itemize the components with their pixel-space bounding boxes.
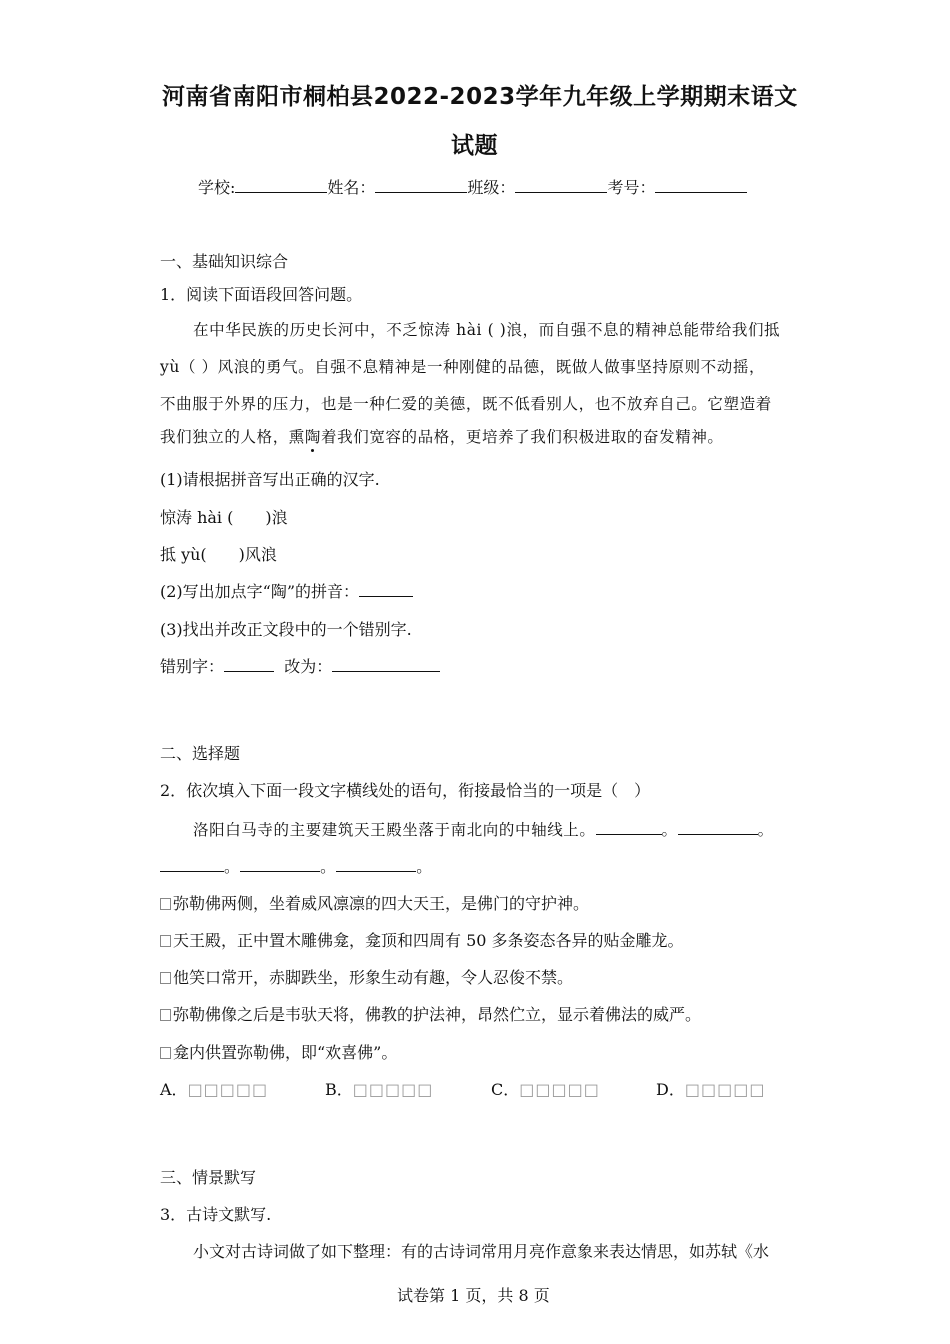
wrong-char-blank[interactable]: [224, 657, 274, 672]
separator: 。: [224, 858, 241, 876]
subquestion-1: (1)请根据拼音写出正确的汉字.: [160, 470, 380, 489]
option-d[interactable]: D．□□□□□: [656, 1080, 766, 1099]
circled-number-icon: [160, 1047, 171, 1059]
blank-2[interactable]: [678, 820, 758, 835]
subquestion-2: [160, 579, 413, 602]
exam-no-blank[interactable]: [655, 178, 747, 193]
passage2-line2: [160, 855, 432, 877]
subquestion-3-answer: [160, 654, 440, 677]
section3-heading: 三、情景默写: [160, 1168, 257, 1187]
choice-item: 弥勒佛两侧，坐着威风凛凛的四大天王，是佛门的守护神。: [160, 891, 589, 914]
circled-number-icon: [160, 898, 171, 910]
class-blank[interactable]: [515, 178, 607, 193]
circled-number-icon: [160, 935, 171, 947]
page-title-line1: 河南省南阳市桐柏县2022-2023学年九年级上学期期末语文: [162, 84, 798, 110]
subquestion-1b: 抵 yù( )风浪: [160, 545, 277, 564]
dotted-char: 陶: [304, 428, 322, 446]
subquestion-2-label: (2)写出加点字“陶”的拼音：: [160, 582, 360, 601]
passage1-line3: 不曲服于外界的压力，也是一种仁爱的美德，既不低看别人，也不放弃自己。它塑造着: [160, 395, 772, 413]
option-b[interactable]: B．□□□□□: [325, 1080, 434, 1099]
blank-5[interactable]: [336, 857, 416, 872]
question-1: 1．阅读下面语段回答问题。: [160, 285, 363, 304]
question-3: 3．古诗文默写.: [160, 1205, 272, 1224]
blank-4[interactable]: [240, 857, 320, 872]
blank-3[interactable]: [160, 857, 224, 872]
name-blank[interactable]: [375, 178, 467, 193]
option-a[interactable]: A．□□□□□: [160, 1080, 269, 1099]
passage3-line1: 小文对古诗词做了如下整理：有的古诗词常用月亮作意象来表达情思，如苏轼《水: [193, 1242, 770, 1261]
name-label: 姓名：: [327, 178, 376, 197]
circled-number-icon: [160, 1009, 171, 1021]
blank-1[interactable]: [596, 820, 662, 835]
separator: 。: [320, 858, 337, 876]
passage1-line4-start: 我们独立的人格，熏: [160, 428, 305, 446]
circled-number-icon: [160, 972, 171, 984]
exam-no-label: 考号：: [607, 178, 656, 197]
separator: 。: [757, 821, 774, 839]
school-label: 学校:: [198, 178, 236, 197]
passage1-line2: yù（ ）风浪的勇气。自强不息精神是一种刚健的品德，既做人做事坚持原则不动摇，: [160, 358, 766, 376]
student-info-line: [198, 175, 747, 198]
section1-heading: 一、基础知识综合: [160, 252, 289, 271]
passage1-line4: [160, 425, 724, 447]
school-blank[interactable]: [235, 178, 327, 193]
page-footer: 试卷第 1 页，共 8 页: [397, 1286, 550, 1305]
question-2: 2．依次填入下面一段文字横线处的语句，衔接最恰当的一项是（ ）: [160, 781, 651, 800]
page-title-line2: 试题: [451, 133, 498, 159]
choice-item: 龛内供置弥勒佛，即“欢喜佛”。: [160, 1040, 397, 1063]
passage2-line1: [193, 818, 774, 840]
correction-blank[interactable]: [332, 657, 440, 672]
choice-item: 弥勒佛像之后是韦驮天将，佛教的护法神，昂然伫立，显示着佛法的威严。: [160, 1002, 701, 1025]
separator: 。: [416, 858, 433, 876]
pinyin-blank[interactable]: [359, 582, 413, 597]
choice-item: 他笑口常开，赤脚跌坐，形象生动有趣，令人忍俊不禁。: [160, 965, 573, 988]
correction-label: 改为：: [284, 657, 333, 676]
passage1-line4-end: 着我们宽容的品格，更培养了我们积极进取的奋发精神。: [321, 428, 724, 446]
choice-item: 天王殿，正中置木雕佛龛，龛顶和四周有 50 多条姿态各异的贴金雕龙。: [160, 928, 684, 951]
class-label: 班级：: [467, 178, 516, 197]
option-c[interactable]: C．□□□□□: [491, 1080, 600, 1099]
subquestion-1a: 惊涛 hài ( )浪: [160, 508, 288, 527]
passage1-line1: 在中华民族的历史长河中，不乏惊涛 hài ( )浪，而自强不息的精神总能带给我们抵: [193, 321, 781, 339]
separator: 。: [661, 821, 678, 839]
passage2-text: 洛阳白马寺的主要建筑天王殿坐落于南北向的中轴线上。: [193, 821, 596, 839]
subquestion-3: (3)找出并改正文段中的一个错别字.: [160, 620, 412, 639]
section2-heading: 二、选择题: [160, 744, 241, 763]
wrong-char-label: 错别字：: [160, 657, 225, 676]
